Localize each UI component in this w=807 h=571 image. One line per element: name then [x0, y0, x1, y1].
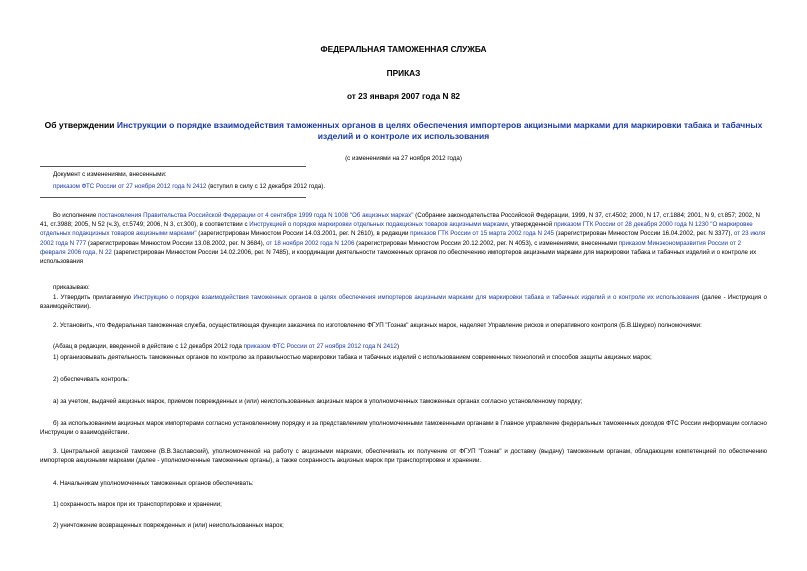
preamble-link[interactable]: Инструкцией о порядке маркировки отдельных подакцизных товаров акцизными марками: [249, 221, 508, 229]
item-2-b: б) за использованием акцизных марок импортерами согласно установленному порядку и за представлением уполномоченными таможенными органами в Главное управление федеральных таможенных доходов ФТС России информации согласно Инструкции о взаимодействии.: [40, 420, 767, 437]
preamble: [40, 211, 767, 266]
item-2-2: 2) обеспечивать контроль:: [53, 376, 130, 383]
preamble-text: , утвержденной: [507, 221, 554, 229]
preamble-text: (Собрание законодательства Российской Федерации, 1999, N 37, ст.4502; 2000, N 17, ст.1884; 2001, N 9, ст.857; 2002, N 41, ст.3988; 2005, N 52 (ч.3), ст.5749; 2006, N 3, ст.300), в соответствии с: [40, 212, 761, 229]
item-1-text: 1. Утвердить прилагаемую: [53, 294, 134, 301]
changes-line: [53, 182, 780, 191]
changes-label: Документ с изменениями, внесенными:: [53, 171, 167, 178]
org-name: ФЕДЕРАЛЬНАЯ ТАМОЖЕННАЯ СЛУЖБА: [320, 44, 487, 54]
preamble-link[interactable]: приказом Минэкономразвития России от 2 февраля 2006 года, N 22: [40, 239, 742, 256]
title-link[interactable]: Инструкции о порядке взаимодействия таможенных органов в целях обеспечения импортеров акцизными марками для маркировки табака и табачных изделий и о контроле их использования: [116, 120, 763, 141]
doc-title: [40, 120, 767, 142]
preamble-text: (зарегистрирован Минюстом России 14.02.2006, рег. N 7485), и координации деятельности таможенных органов по обеспечению импортеров акцизными марками для маркировки табака и табачных изделий и о контроле их использования: [40, 248, 757, 266]
title-prefix: Об утверждении: [44, 120, 117, 130]
divider-top: [40, 166, 306, 167]
item-1-link[interactable]: Инструкцию о порядке взаимодействия таможенных органов в целях обеспечения импортеров акцизными марками для маркировки табака и табачных изделий и о контроле их использования: [133, 294, 700, 301]
preamble-link[interactable]: приказом ГТК России от 28 декабря 2000 года N 1230 "О маркировке отдельных подакцизных товаров акцизными марками": [40, 221, 753, 238]
item-4: 4. Начальникам уполномоченных таможенных органов обеспечивать:: [53, 480, 254, 487]
item-2-note: [53, 342, 780, 351]
preamble-text: (зарегистрирован Минюстом России 20.12.2002, рег. N 4053), с изменениями, внесенными: [354, 239, 619, 247]
note-text: (Абзац в редакции, введенной в действие с 12 декабря 2012 года: [53, 343, 244, 350]
doc-type: ПРИКАЗ: [386, 68, 421, 78]
changes-suffix: (вступил в силу с 12 декабря 2012 года).: [206, 183, 326, 190]
preamble-text: (зарегистрирован Минюстом России 16.04.2002, рег. N 3377),: [553, 230, 734, 238]
item-4-2: 2) уничтожение возвращенных поврежденных и (или) неиспользованных марок;: [53, 522, 284, 529]
item-3: 3. Центральной акцизной таможне (В.В.Заславский), уполномоченной на работу с акцизными марками, обеспечивать их получение от ФГУП "Гознак" и доставку (выдачу) таможенным органам, обладающим компетенцией по обеспечению импортеров акцизными марками (далее - уполномоченные таможенные органы), а также сохранность акцизных марок при транспортировке и хранении.: [40, 448, 767, 465]
item-2-1: 1) организовывать деятельность таможенных органов по контролю за правильностью маркировки табака и табачных изделий с использованием современных технологий и способов защиты акцизных марок;: [53, 354, 652, 361]
preamble-link[interactable]: от 23 июля 2002 года N 777: [40, 230, 766, 247]
item-4-1: 1) сохранность марок при их транспортировке и хранении;: [53, 501, 222, 508]
item-2: 2. Установить, что Федеральная таможенная служба, осуществляющая функции заказчика по изготовлению ФГУП "Гознак" акцизных марок, наделяет Управление рисков и оперативного контроля (Б.В.Шкурко) полномочиями:: [53, 322, 702, 329]
preamble-link[interactable]: от 18 ноября 2002 года N 1206: [266, 239, 355, 247]
note-link[interactable]: приказом ФТС России от 27 ноября 2012 года N 2412: [243, 343, 397, 350]
doc-date: от 23 января 2007 года N 82: [346, 91, 461, 101]
revision-note: (с изменениями на 27 ноября 2012 года): [345, 155, 462, 162]
preamble-link[interactable]: приказов ГТК России от 15 марта 2002 года N 245: [410, 230, 554, 238]
preamble-text: (зарегистрирован Минюстом России 14.03.2001, рег. N 2610), в редакции: [196, 230, 411, 238]
item-1: [40, 293, 767, 311]
preamble-text: (зарегистрирован Минюстом России 13.08.2002, рег. N 3684),: [86, 239, 267, 247]
changes-link[interactable]: приказом ФТС России от 27 ноября 2012 года N 2412: [53, 183, 207, 190]
order-word: приказываю:: [53, 284, 90, 291]
item-1-text: (далее - Инструкция о взаимодействии).: [40, 294, 767, 311]
preamble-link[interactable]: постановления Правительства Российской Федерации от 4 сентября 1999 года N 1008 "Об акцизных марках": [98, 212, 414, 219]
note-text: ): [397, 343, 400, 350]
preamble-text: Во исполнение: [53, 212, 98, 219]
divider-bottom: [40, 197, 306, 198]
item-2-a: а) за учетом, выдачей акцизных марок, приемом поврежденных и (или) неиспользованных акцизных марок в уполномоченных таможенных органах согласно установленному порядку;: [53, 398, 583, 405]
